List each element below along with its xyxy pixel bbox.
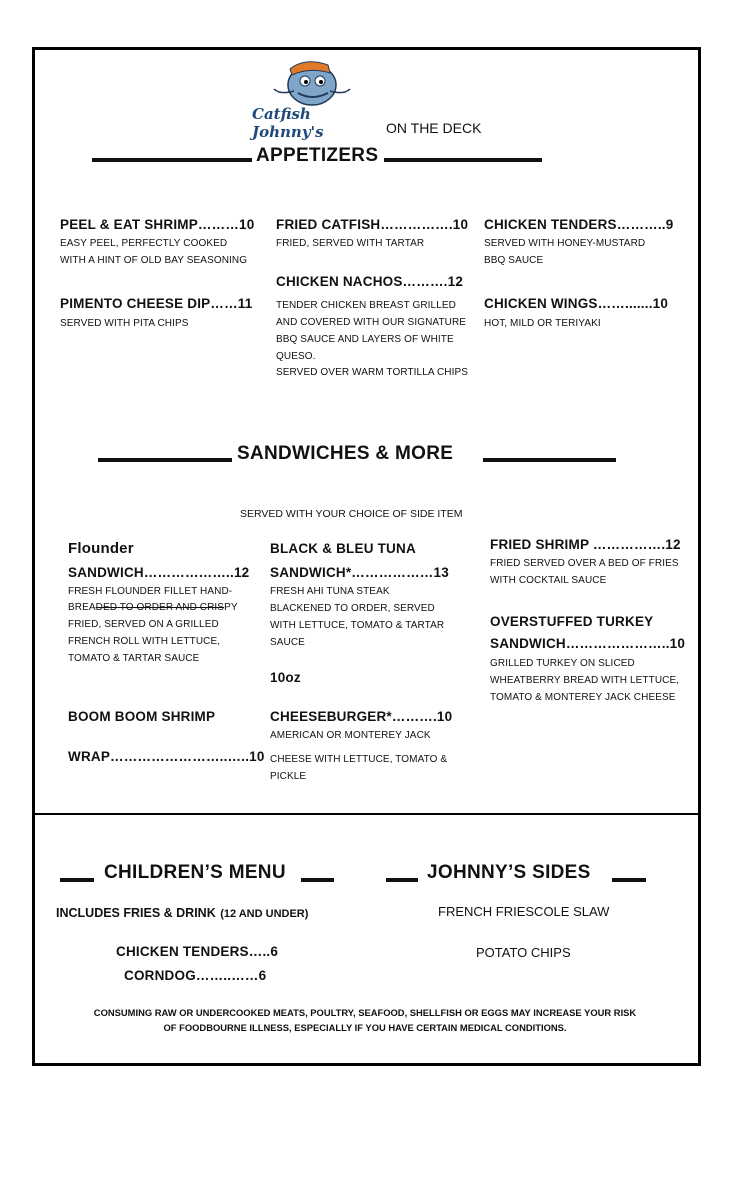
item-desc: TENDER CHICKEN BREAST GRILLED AND COVERED WITH OUR SIGNATURE BBQ SAUCE AND LAYERS OF WHITE QUESO. — [276, 300, 467, 362]
item-title: CHICKEN WINGS…….......10 — [484, 296, 669, 311]
logo-text: Catfish Johnny's — [252, 105, 324, 141]
item-title: OVERSTUFFED TURKEY — [490, 614, 654, 629]
item-desc: GRILLED TURKEY ON SLICED WHEATBERRY BREAD WITH LETTUCE, TOMATO & MONTEREY JACK CHEESE — [490, 658, 680, 703]
age-text: (12 AND UNDER) — [220, 908, 309, 920]
disclaimer — [40, 1005, 690, 1035]
item-desc: HOT, MILD OR TERIYAKI — [484, 318, 601, 329]
heading-rule-right — [301, 878, 334, 882]
side-item: FRENCH FRIESCOLE SLAW — [438, 904, 610, 919]
item-desc: SERVED WITH PITA CHIPS — [60, 318, 189, 329]
catfish-logo — [250, 55, 380, 141]
burger-size: 10oz — [270, 670, 301, 685]
item-title: SANDWICH………………..12 — [68, 565, 250, 580]
item-desc: SERVED WITH HONEY-MUSTARD BBQ SAUCE — [484, 238, 646, 266]
appetizers-heading: APPETIZERS — [256, 145, 379, 166]
disclaimer-line: OF FOODBOURNE ILLNESS, ESPECIALLY IF YOU HAVE CERTAIN MEDICAL CONDITIONS. — [163, 1022, 567, 1033]
side-item: POTATO CHIPS — [476, 945, 571, 960]
item-title: PIMENTO CHEESE DIP……11 — [60, 296, 253, 311]
desc-text: PY — [224, 602, 238, 613]
item-desc: SERVED OVER WARM TORTILLA CHIPS — [276, 367, 469, 378]
item-title: CHEESEBURGER*……….10 — [270, 709, 453, 724]
heading-rule-left — [98, 458, 232, 462]
item-desc: FRIED, SERVED WITH TARTAR — [276, 238, 425, 249]
item-desc: FRIED SERVED OVER A BED OF FRIES WITH COCKTAIL SAUCE — [490, 558, 679, 586]
heading-rule-right — [483, 458, 616, 462]
heading-rule-left — [60, 878, 94, 882]
item-title: CHICKEN TENDERS………..9 — [484, 217, 674, 232]
includes-text: INCLUDES FRIES & DRINK — [56, 906, 216, 920]
item-desc: FRESH AHI TUNA STEAK BLACKENED TO ORDER, SERVED WITH LETTUCE, TOMATO & TARTAR SAUCE — [270, 586, 445, 648]
item-title: BLACK & BLEU TUNA — [270, 541, 416, 556]
item-title: FRIED SHRIMP …………….12 — [490, 537, 681, 552]
children-includes — [56, 904, 308, 922]
item-title: FRIED CATFISH…………….10 — [276, 217, 469, 232]
item-desc: FRESH FLOUNDER FILLET HAND- — [68, 586, 233, 597]
item-title: PEEL & EAT SHRIMP………10 — [60, 217, 255, 232]
item-title: WRAP……………………..…..10 — [68, 749, 265, 764]
item-title: Flounder — [68, 540, 134, 557]
heading-rule-right — [612, 878, 646, 882]
item-desc — [68, 599, 258, 616]
struck-text: DED TO ORDER AND CRIS — [95, 602, 225, 613]
item-desc: CHEESE WITH LETTUCE, TOMATO & PICKLE — [270, 754, 448, 782]
children-heading: CHILDREN’S MENU — [104, 862, 286, 883]
item-desc: AMERICAN OR MONTEREY JACK — [270, 730, 431, 741]
item-title: BOOM BOOM SHRIMP — [68, 709, 216, 724]
heading-rule-right — [384, 158, 542, 162]
children-item: CORNDOG……..……6 — [124, 968, 267, 983]
item-title: CHICKEN NACHOS……….12 — [276, 274, 464, 289]
disclaimer-line: CONSUMING RAW OR UNDERCOOKED MEATS, POULTRY, SEAFOOD, SHELLFISH OR EGGS MAY INCREASE YOUR RISK — [93, 1007, 637, 1018]
children-item: CHICKEN TENDERS…..6 — [116, 944, 279, 959]
item-title: SANDWICH*………………13 — [270, 565, 449, 580]
tagline: ON THE DECK — [386, 120, 482, 136]
heading-rule-left — [386, 878, 418, 882]
section-divider — [35, 813, 698, 815]
sides-heading: JOHNNY’S SIDES — [427, 862, 591, 883]
item-title: SANDWICH…………………..10 — [490, 636, 686, 651]
heading-rule-left — [92, 158, 252, 162]
desc-text: BREA — [68, 602, 96, 613]
item-desc: FRIED, SERVED ON A GRILLED FRENCH ROLL WITH LETTUCE, TOMATO & TARTAR SAUCE — [68, 619, 221, 664]
sandwiches-heading: SANDWICHES & MORE — [237, 443, 454, 464]
sandwiches-subheading: SERVED WITH YOUR CHOICE OF SIDE ITEM — [240, 508, 463, 520]
item-desc: EASY PEEL, PERFECTLY COOKED WITH A HINT OF OLD BAY SEASONING — [60, 238, 248, 266]
